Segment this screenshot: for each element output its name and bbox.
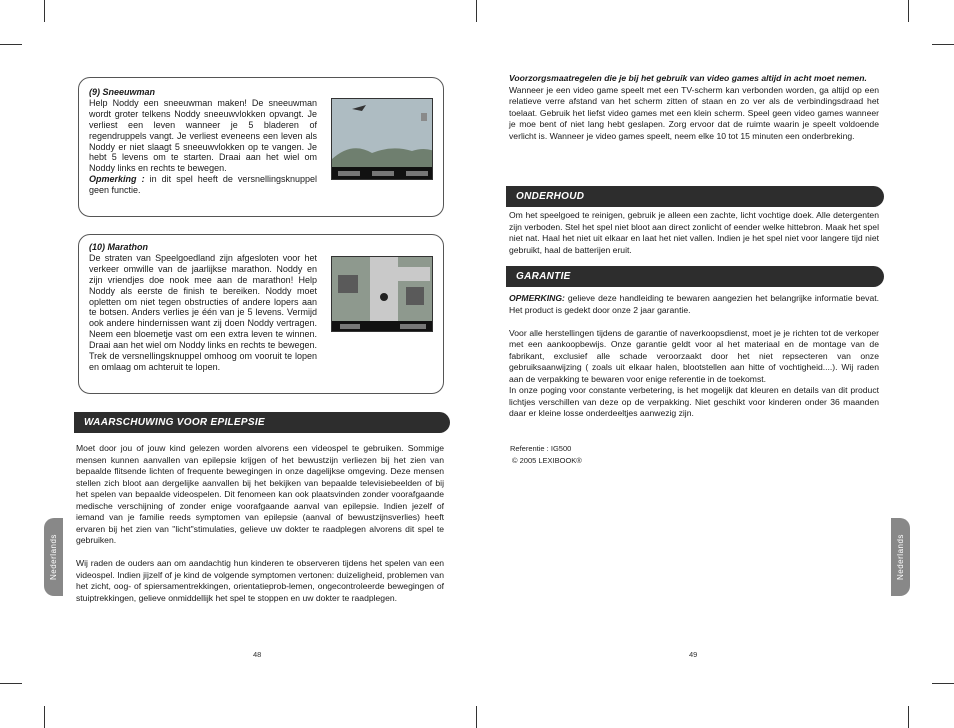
- marathon-screenshot: [331, 256, 433, 332]
- sneeuwman-body: Help Noddy een sneeuwman maken! De sneeuwman wordt groter telkens Noddy sneeuwvlokken opvangt. Je verliest een leven wanneer je 5 bladeren of regendruppels vangt. Je verliest eveneens een leven als Noddy er niet slaagt 5 sneeuwvlokken op te vangen. Je hebt 5 levens om te starten. Draai aan het wiel om Noddy links en rechts te bewegen.: [89, 97, 317, 174]
- marathon-text: [89, 242, 317, 373]
- crop-mark: [476, 706, 477, 728]
- crop-mark: [44, 0, 45, 22]
- warranty-note-text: gelieve deze handleiding te bewaren aangezien het belangrijke informatie bevat. Het product is gedekt door onze 2 jaar garantie.: [509, 293, 879, 315]
- page-number-left: 48: [253, 650, 262, 659]
- crop-mark: [0, 683, 22, 684]
- language-tab-left: [44, 518, 63, 596]
- maintenance-body: Om het speelgoed te reinigen, gebruik je alleen een zachte, licht vochtige doek. Alle detergenten zijn verboden. Stel het spel niet bloot aan direct zonlicht of eender welke hittebron. Maak het spel niet nat. Haal het niet uit elkaar en laat het niet vallen. Indien je het spel niet voor langere tijd niet gebruikt, haal de batterijen eruit.: [509, 210, 879, 255]
- crop-mark: [932, 683, 954, 684]
- epilepsy-paragraph: Wij raden de ouders aan om aandachtig hun kinderen te observeren tijdens het spelen van een videospel. Indien jijzelf of je kind de volgende symptomen vertonen: duizeligheid, problemen van het zicht, oog- of spiersamentrekkingen, orientatieprob-lemen, ongecontroleerde bewegingen of stuiptrekkingen, gelieve onmiddellijk het spel te stoppen en uw dokter te raadplegen.: [76, 558, 444, 603]
- warranty-paragraph: Voor alle herstellingen tijdens de garantie of naverkoopsdienst, moet je je richten tot de verkoper met een aankoopbewijs. Onze garantie geldt voor al het materiaal en de montage van de fabrikant, exclusief alle schade veroorzaakt door het niet repsecteren van onze gebruiksaanwijzing ( zoals uit elkaar halen, blootstellen aan hitte of vochtigheid....). Wij raden aan de verpakking te bewaren voor enige referentie in de toekomst.: [509, 327, 879, 384]
- crop-mark: [44, 706, 45, 728]
- precautions-text: [509, 73, 879, 142]
- epilepsy-paragraph: Moet door jou of jouw kind gelezen worden alvorens een videospel te gebruiken. Sommige mensen kunnen aanvallen van epilepsie krijgen of het bewustzijn verliezen bij het zien van bepaalde flitsende lichten of frequente bewegingen in onze dagelijkse omgeving. Deze mensen stellen zich bloot aan dergelijke aanvallen bij het bekijken van bepaalde televisiebeelden of bij het spelen van bepaalde videospelen. Dit fenomeen kan ook plaatsvinden zonder voorafgaande medische verschijning of zonder enige voorafgaande aanval van epilepsie. Indien jezelf of iemand van je familie reeds symptomen van epilepsie (aanval of bewustzijnsverlies) heeft ervaren bij het zien van "licht"stimulaties, gelieve uw dokter te raadplegen alvorens dit spel te gebruiken.: [76, 443, 444, 545]
- maintenance-heading: ONDERHOUD: [516, 191, 585, 202]
- copyright: © 2005 LEXIBOOK®: [512, 456, 582, 465]
- marathon-body: De straten van Speelgoedland zijn afgesloten voor het verkeer omwille van de jaarlijkse marathon. Noddy en zijn vriendjes doe nook mee aan de marathon! Help Noddy als eerste de finish te bereiken. Noddy moet opletten om niet tegen obstructies of andere lopers aan te botsen. Anders verlies je één van je 5 levens. Vermijd ook andere hindernissen want zij doen Noddy vertragen. Neem een bloemetje vast om een extra leven te winnen. Draai aan het wiel om Noddy links en rechts te bewegen. Trek de versnellingsknuppel omhoog om vooruit te lopen en omlaag om achteruit te lopen.: [89, 252, 317, 372]
- sneeuwman-scene: [332, 99, 433, 180]
- crop-mark: [908, 0, 909, 22]
- warranty-text: [509, 293, 879, 420]
- game-box-marathon: [78, 234, 444, 394]
- epilepsy-text: [76, 443, 444, 604]
- sneeuwman-screenshot: [331, 98, 433, 180]
- game-box-sneeuwman: [78, 77, 444, 217]
- epilepsy-banner: [74, 412, 450, 433]
- precautions-heading: Voorzorgsmaatregelen die je bij het gebruik van video games altijd in acht moet nemen.: [509, 73, 867, 83]
- warranty-heading: GARANTIE: [516, 271, 571, 282]
- language-tab-label: Nederlands: [49, 534, 58, 580]
- crop-mark: [0, 44, 22, 45]
- sneeuwman-text: [89, 87, 317, 196]
- marathon-title: (10) Marathon: [89, 242, 149, 252]
- warranty-paragraph: In onze poging voor constante verbetering, is het mogelijk dat kleuren en details van dit product lichtjes verschillen van deze op de verpakking. Niet geschikt voor kinderen onder 36 maanden daar er kleine losse onderdeeltjes aanwezig zijn.: [509, 385, 879, 418]
- maintenance-text: [509, 210, 879, 256]
- maintenance-banner: [506, 186, 884, 207]
- precautions-body: Wanneer je een video game speelt met een TV-scherm kan verbonden worden, ga altijd op een relatieve verre afstand van het scherm zitten of staan en zo ver als de verbindingsdraad het toelaat. Gebruik het liefst video games met een klein scherm. Speel geen video games wanneer je moe bent of niet lang hebt geslapen. Zorg ervoor dat de ruimte waarin je speelt voldoende verlicht is. Wanneer je video games speelt, neem elke 10 tot 15 minuten een onderbreking.: [509, 84, 879, 141]
- warranty-note: [509, 293, 879, 316]
- reference: Referentie : IG500: [510, 444, 572, 453]
- crop-mark: [908, 706, 909, 728]
- language-tab-right: [891, 518, 910, 596]
- crop-mark: [476, 0, 477, 22]
- language-tab-label: Nederlands: [896, 534, 905, 580]
- sneeuwman-note-label: Opmerking :: [89, 174, 145, 185]
- epilepsy-heading: WAARSCHUWING VOOR EPILEPSIE: [84, 417, 265, 428]
- warranty-banner: [506, 266, 884, 287]
- sneeuwman-note-text: in dit spel heeft de versnellingsknuppel geen functie.: [89, 174, 317, 196]
- crop-mark: [932, 44, 954, 45]
- marathon-scene: [332, 257, 433, 332]
- sneeuwman-title: (9) Sneeuwman: [89, 87, 156, 97]
- page-number-right: 49: [689, 650, 698, 659]
- warranty-note-label: OPMERKING:: [509, 293, 565, 303]
